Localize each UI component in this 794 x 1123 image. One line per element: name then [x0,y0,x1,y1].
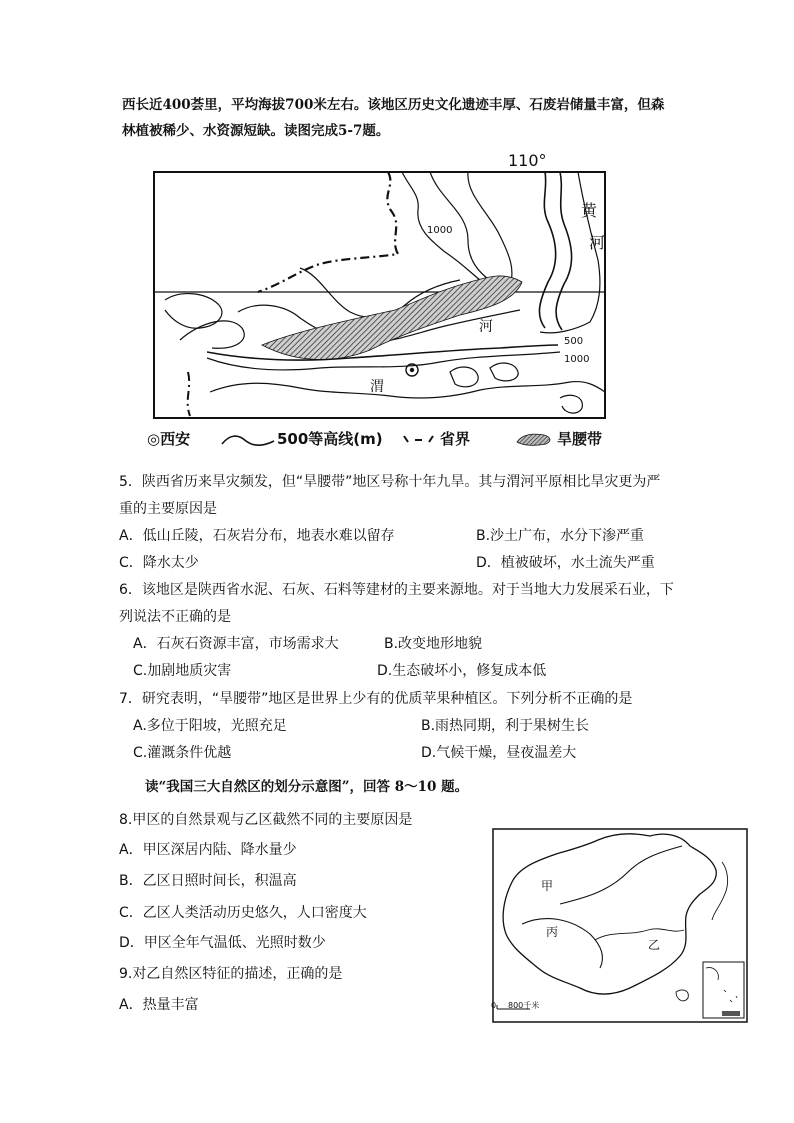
q7-option-c: C.灌溉条件优越 [133,745,232,761]
region-boundary-north [560,846,682,904]
q7-option-d: D.气候干燥，昼夜温差大 [421,745,577,761]
intro-line-2: 林植被稀少、水资源短缺。读图完成5-7题。 [122,123,390,139]
river-label-huang: 黄 [581,201,598,220]
inset-coast [706,968,737,1002]
q7-stem: 7．研究表明，“旱腰带”地区是世界上少有的优质苹果种植区。下列分析不正确的是 [119,691,633,707]
coast-island [712,862,728,920]
legend-xian: ◎西安 [147,430,191,448]
contour-line [490,363,518,381]
contour-label-500: 500 [564,336,584,347]
q6-option-a: A．石灰石资源丰富，市场需求大 [133,636,339,652]
q6-stem-line-2: 列说法不正确的是 [119,609,231,625]
q9-option-a: A．热量丰富 [119,997,199,1013]
coast-island [676,990,688,1001]
region-label-bing: 丙 [546,925,559,939]
q6-option-b: B.改变地形地貌 [384,636,483,652]
legend-belt: 旱腰带 [557,430,603,448]
region-label-jia: 甲 [541,879,554,893]
contour-line [468,172,512,285]
legend-contour: 500等高线(m) [277,430,383,448]
river-label-he-wei: 河 [479,319,493,335]
longitude-label: 110° [508,151,547,170]
reading-instruction: 读“我国三大自然区的划分示意图”，回答 8～10 题。 [145,779,469,795]
yellow-river-bank [556,172,572,330]
province-boundary [188,372,190,416]
inset-caption-box [722,1011,740,1016]
q8-option-d: D．甲区全年气温低、光照时数少 [119,935,326,951]
q5-option-a: A．低山丘陵，石灰岩分布，地表水难以留存 [119,528,395,544]
province-boundary [258,172,398,292]
contour-label-1000-top: 1000 [427,225,453,236]
q8-option-b: B．乙区日照时间长，积温高 [119,873,297,889]
q5-stem-line-2: 重的主要原因是 [119,501,217,517]
q6-option-d: D.生态破坏小，修复成本低 [377,663,547,679]
contour-line [560,395,582,413]
intro-line-1: 西长近400荟里，平均海拔700米左右。该地区历史文化遗迹丰厚、石废岩储量丰富，但森 [122,97,665,113]
river-label-wei: 渭 [370,379,384,395]
contour-label-1000-right: 1000 [564,354,590,365]
q5-option-d: D．植被破坏，水土流失严重 [476,555,655,571]
legend-boundary-symbol [402,432,436,446]
q9-stem: 9.对乙自然区特征的描述，正确的是 [119,966,343,982]
region-label-yi: 乙 [648,938,661,952]
q5-option-c: C．降水太少 [119,555,199,571]
q8-stem: 8.甲区的自然景观与乙区截然不同的主要原因是 [119,812,413,828]
q5-stem-line-1: 5．陕西省历来旱灾频发，但“旱腰带”地区号称十年九旱。其与渭河平原相比旱灾更为严 [119,474,661,490]
region-boundary-plateau [522,919,602,968]
legend-belt-symbol [514,431,554,447]
q6-option-c: C.加剧地质灾害 [133,663,232,679]
contour-line [540,172,600,333]
scale-zero: 0 [491,1001,497,1010]
china-regions-map [490,826,750,1026]
yellow-river [539,172,555,328]
scale-label: 800千米 [508,1001,540,1010]
q7-option-a: A.多位于阳坡，光照充足 [133,718,287,734]
contour-500 [207,352,560,370]
xian-marker-dot [410,368,414,372]
legend-contour-symbol [220,432,276,448]
wei-river [207,345,558,360]
map2-frame [493,829,747,1022]
contour-1000-south [210,382,605,398]
river-line [595,929,684,940]
legend-boundary: 省界 [440,430,471,448]
q7-option-b: B.雨热同期，利于果树生长 [421,718,590,734]
china-outline [503,834,716,994]
river-label-he-right: 河 [589,233,606,252]
contour-line [165,294,222,329]
drought-belt-map [140,145,630,430]
south-sea-inset [703,962,744,1018]
q6-stem-line-1: 6．该地区是陕西省水泥、石灰、石料等建材的主要来源地。对于当地大力发展采石业，下 [119,582,674,598]
q8-option-a: A．甲区深居内陆、降水量少 [119,842,297,858]
q5-option-b: B.沙土广布，水分下渗严重 [476,528,645,544]
q8-option-c: C．乙区人类活动历史悠久，人口密度大 [119,905,367,921]
contour-line [450,367,478,387]
